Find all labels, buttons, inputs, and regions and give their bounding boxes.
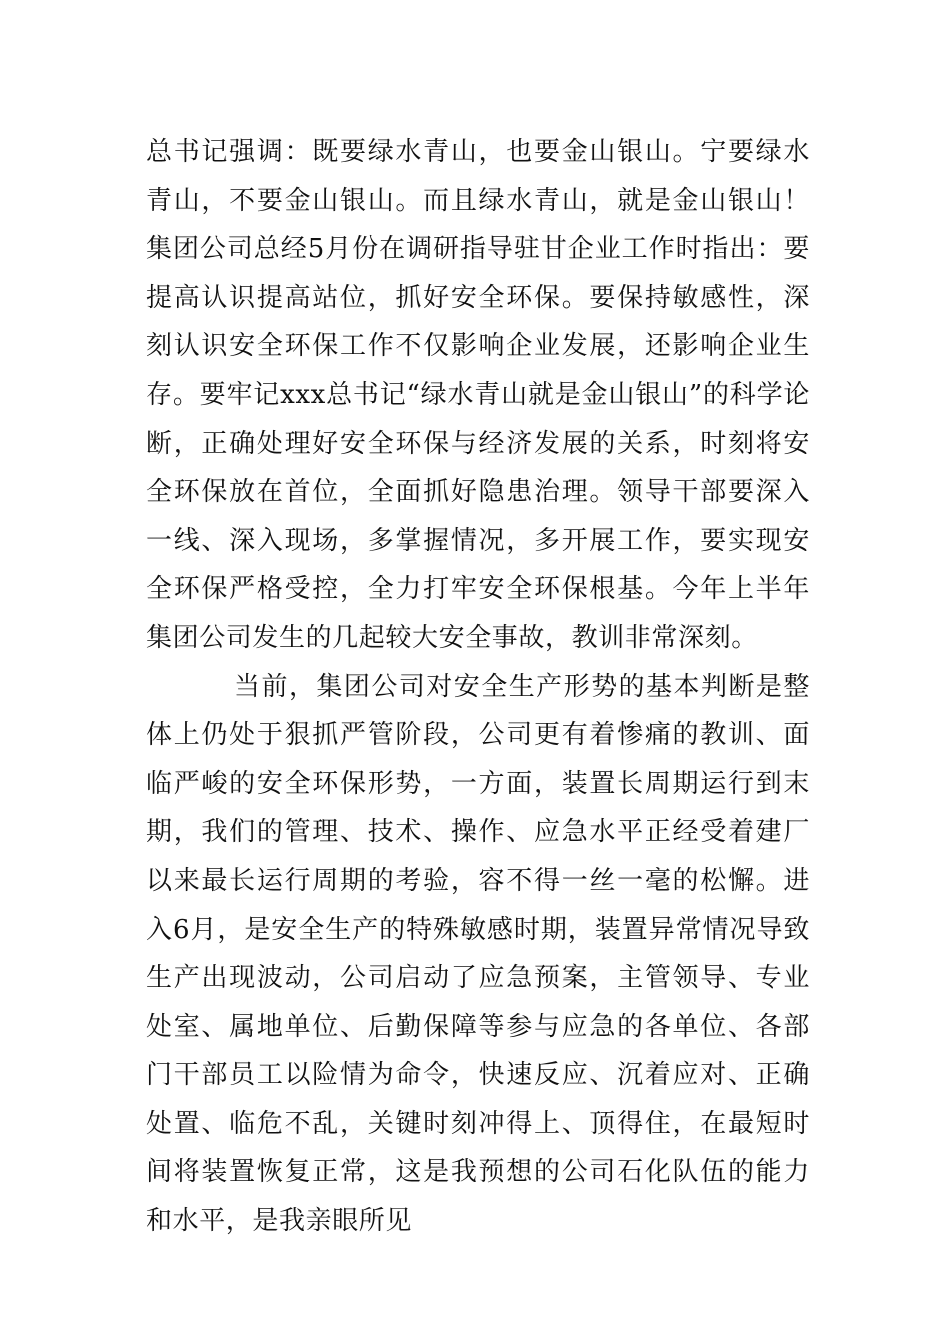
paragraph-2: 当前，集团公司对安全生产形势的基本判断是整体上仍处于狠抓严管阶段，公司更有着惨痛的教训、面临严峻的安全环保形势，一方面，装置长周期运行到末期，我们的管理、技术、操作、应急水平正经受着建厂以来最长运行周期的考验，容不得一丝一毫的松懈。进入6月，是安全生产的特殊敏感时期，装置异常情况导致生产出现波动，公司启动了应急预案，主管领导、专业处室、属地单位、后勤保障等参与应急的各单位、各部门干部员工以险情为命令，快速反应、沉着应对、正确处置、临危不乱，关键时刻冲得上、顶得住，在最短时间将装置恢复正常，这是我预想的公司石化队伍的能力和水平，是我亲眼所见 (146, 671, 810, 1237)
document-body (146, 128, 810, 1246)
paragraph-1: 总书记强调：既要绿水青山，也要金山银山。宁要绿水青山，不要金山银山。而且绿水青山，就是金山银山！集团公司总经5月份在调研指导驻甘企业工作时指出：要提高认识提高站位，抓好安全环保。要保持敏感性，深刻认识安全环保工作不仅影响企业发展，还影响企业生存。要牢记xxx总书记“绿水青山就是金山银山”的科学论断，正确处理好安全环保与经济发展的关系，时刻将安全环保放在首位，全面抓好隐患治理。领导干部要深入一线、深入现场，多掌握情况，多开展工作，要实现安全环保严格受控，全力打牢安全环保根基。今年上半年集团公司发生的几起较大安全事故，教训非常深刻。 (146, 137, 810, 653)
